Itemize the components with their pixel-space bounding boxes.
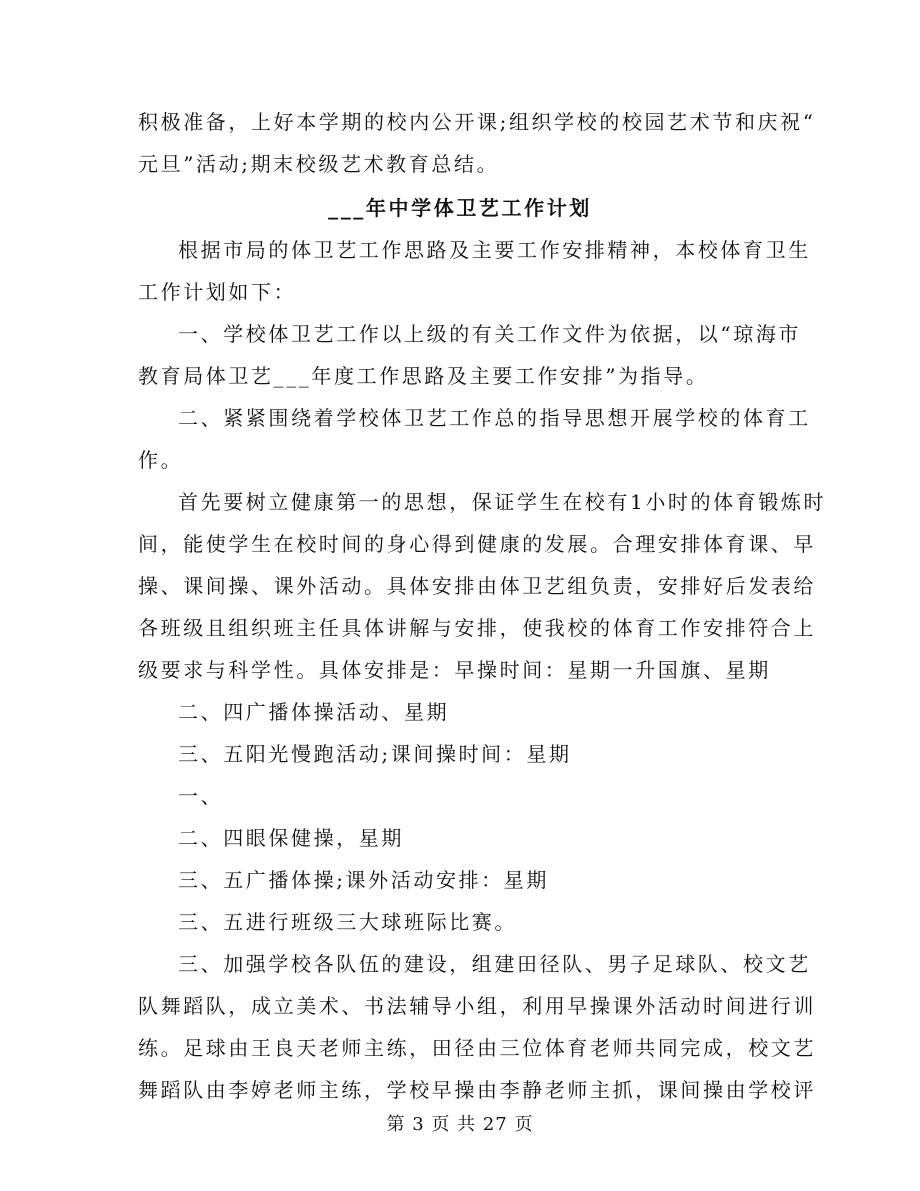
paragraph-line: 工作计划如下： bbox=[138, 280, 297, 304]
paragraph-line: 二、四广播体操活动、星期 bbox=[178, 700, 450, 724]
paragraph-line: 三、五广播体操;课外活动安排：星期 bbox=[178, 868, 549, 892]
paragraph-line: 队舞蹈队，成立美术、书法辅导小组，利用早操课外活动时间进行训 bbox=[138, 994, 816, 1018]
paragraph-line: 教育局体卫艺___年度工作思路及主要工作安排”为指导。 bbox=[138, 364, 709, 388]
paragraph-line: 操、课间操、课外活动。具体安排由体卫艺组负责，安排好后发表给 bbox=[138, 574, 816, 598]
paragraph-line: 二、紧紧围绕着学校体卫艺工作总的指导思想开展学校的体育工 bbox=[178, 406, 811, 430]
paragraph-line: 各班级且组织班主任具体讲解与安排，使我校的体育工作安排符合上 bbox=[138, 616, 816, 640]
paragraph-line: 间，能使学生在校时间的身心得到健康的发展。合理安排体育课、早 bbox=[138, 532, 816, 556]
paragraph-line: 作。 bbox=[138, 448, 184, 472]
paragraph-line: 一、学校体卫艺工作以上级的有关工作文件为依据，以“琼海市 bbox=[178, 322, 802, 346]
paragraph-line: 舞蹈队由李婷老师主练，学校早操由李静老师主抓，课间操由学校评 bbox=[138, 1078, 816, 1102]
paragraph-line: 根据市局的体卫艺工作思路及主要工作安排精神，本校体育卫生 bbox=[178, 238, 811, 262]
document-title: ___年中学体卫艺工作计划 bbox=[328, 196, 592, 220]
paragraph-line: 二、四眼保健操，星期 bbox=[178, 826, 404, 850]
paragraph-line: 一、 bbox=[178, 784, 224, 808]
paragraph-line: 三、加强学校各队伍的建设，组建田径队、男子足球队、校文艺 bbox=[178, 952, 811, 976]
paragraph-line: 三、五进行班级三大球班际比赛。 bbox=[178, 910, 517, 934]
paragraph-line: 首先要树立健康第一的思想，保证学生在校有1小时的体育锻炼时 bbox=[178, 490, 827, 514]
paragraph-line: 练。足球由王良天老师主练，田径由三位体育老师共同完成，校文艺 bbox=[138, 1036, 816, 1060]
paragraph-line: 元旦”活动;期末校级艺术教育总结。 bbox=[138, 152, 500, 176]
page-number-footer: 第 3 页 共 27 页 bbox=[386, 1114, 534, 1135]
paragraph-line: 积极准备，上好本学期的校内公开课;组织学校的校园艺术节和庆祝“ bbox=[138, 110, 816, 134]
paragraph-line: 级要求与科学性。具体安排是：早操时间：星期一升国旗、星期 bbox=[138, 658, 771, 682]
paragraph-line: 三、五阳光慢跑活动;课间操时间：星期 bbox=[178, 742, 572, 766]
